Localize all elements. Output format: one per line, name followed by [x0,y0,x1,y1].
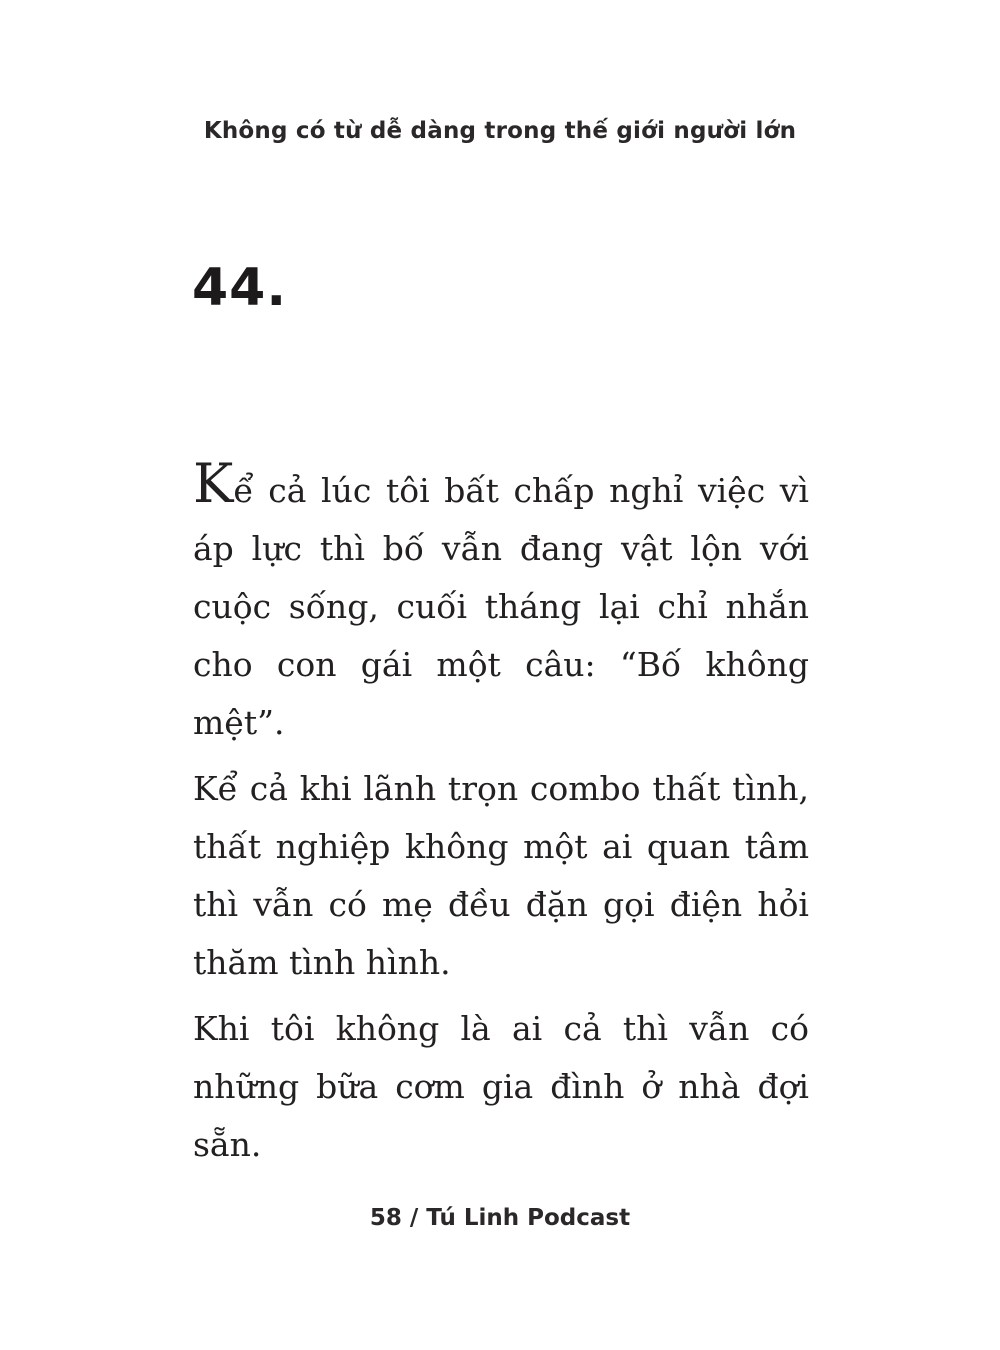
paragraph-2: Kể cả khi lãnh trọn combo thất tình, thất nghiệp không một ai quan tâm thì vẫn có mẹ đều đặn gọi điện hỏi thăm tình hình. [193,769,809,982]
chapter-number: 44. [192,258,288,318]
paragraph-1-text: ể cả lúc tôi bất chấp nghỉ việc vì áp lực thì bố vẫn đang vật lộn với cuộc sống, cuối tháng lại chỉ nhắn cho con gái một câu: “Bố không mệt”. [193,471,809,742]
drop-cap: K [193,452,234,515]
paragraph-3: Khi tôi không là ai cả thì vẫn có những bữa cơm gia đình ở nhà đợi sẵn. [193,1009,809,1164]
body-text [193,452,809,1182]
paragraph-1 [193,452,809,752]
page-footer: 58 / Tú Linh Podcast [369,1205,631,1231]
running-header: Không có từ dễ dàng trong thế giới người lớn [203,118,797,144]
